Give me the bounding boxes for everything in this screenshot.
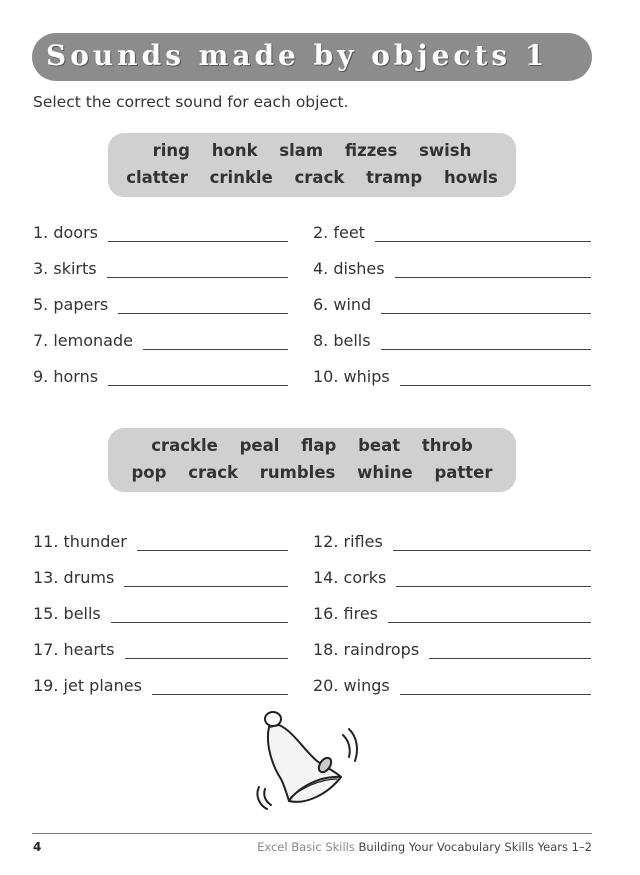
word: ring <box>152 141 190 160</box>
answer-line[interactable] <box>393 536 591 551</box>
answer-item-7 <box>33 328 288 350</box>
word: patter <box>434 463 493 482</box>
answer-item-5 <box>33 292 288 314</box>
instruction-text: Select the correct sound for each object. <box>33 93 349 111</box>
word: crack <box>188 463 239 482</box>
answer-item-18 <box>313 637 591 659</box>
word: honk <box>211 141 258 160</box>
answer-item-4 <box>313 256 591 278</box>
footer-rule <box>32 833 592 834</box>
answer-line[interactable] <box>375 227 591 242</box>
word-box-1-row-1 <box>108 141 516 160</box>
answer-line[interactable] <box>124 572 288 587</box>
item-label: 17. hearts <box>33 640 115 659</box>
bell-icon <box>255 705 365 813</box>
word-box-2 <box>108 428 516 492</box>
answer-line[interactable] <box>107 263 288 278</box>
answer-item-6 <box>313 292 591 314</box>
item-label: 11. thunder <box>33 532 127 551</box>
footer-series: Excel Basic Skills <box>257 840 355 854</box>
answer-item-14 <box>313 565 591 587</box>
item-label: 8. bells <box>313 331 371 350</box>
item-label: 1. doors <box>33 223 98 242</box>
answer-line[interactable] <box>381 335 591 350</box>
page-title: Sounds made by objects 1 <box>46 39 549 72</box>
answer-line[interactable] <box>395 263 591 278</box>
answer-item-13 <box>33 565 288 587</box>
answer-item-11 <box>33 529 288 551</box>
word-box-2-row-2 <box>108 463 516 482</box>
item-label: 13. drums <box>33 568 115 587</box>
answer-item-20 <box>313 673 591 695</box>
word: throb <box>421 436 473 455</box>
answer-line[interactable] <box>137 536 288 551</box>
word-box-2-row-1 <box>108 436 516 455</box>
item-label: 12. rifles <box>313 532 383 551</box>
answer-item-2 <box>313 220 591 242</box>
item-label: 2. feet <box>313 223 365 242</box>
footer-book-title: Building Your Vocabulary Skills Years 1–2 <box>358 840 592 854</box>
answer-item-9 <box>33 364 288 386</box>
word: whine <box>357 463 413 482</box>
word: fizzes <box>344 141 398 160</box>
word: howls <box>444 168 498 187</box>
answer-line[interactable] <box>152 680 288 695</box>
answer-item-19 <box>33 673 288 695</box>
word: crinkle <box>209 168 273 187</box>
answer-line[interactable] <box>111 608 288 623</box>
item-label: 18. raindrops <box>313 640 420 659</box>
answer-item-8 <box>313 328 591 350</box>
title-banner <box>32 33 592 81</box>
answer-line[interactable] <box>429 644 591 659</box>
word-box-1-row-2 <box>108 168 516 187</box>
word-box-1 <box>108 133 516 197</box>
answer-item-3 <box>33 256 288 278</box>
word: peal <box>239 436 280 455</box>
footer-text <box>257 840 592 854</box>
item-label: 5. papers <box>33 295 109 314</box>
word: crack <box>294 168 345 187</box>
item-label: 4. dishes <box>313 259 385 278</box>
item-label: 3. skirts <box>33 259 97 278</box>
answer-item-17 <box>33 637 288 659</box>
answer-line[interactable] <box>108 227 288 242</box>
word: swish <box>419 141 472 160</box>
item-label: 14. corks <box>313 568 387 587</box>
item-label: 9. horns <box>33 367 99 386</box>
answer-item-1 <box>33 220 288 242</box>
item-label: 20. wings <box>313 676 390 695</box>
item-label: 6. wind <box>313 295 372 314</box>
answer-item-10 <box>313 364 591 386</box>
answer-item-12 <box>313 529 591 551</box>
word: slam <box>279 141 324 160</box>
item-label: 10. whips <box>313 367 390 386</box>
word: flap <box>301 436 337 455</box>
answer-line[interactable] <box>108 371 288 386</box>
answer-line[interactable] <box>125 644 288 659</box>
item-label: 15. bells <box>33 604 101 623</box>
item-label: 16. fires <box>313 604 379 623</box>
word: crackle <box>151 436 218 455</box>
answer-line[interactable] <box>143 335 288 350</box>
word: clatter <box>126 168 188 187</box>
answer-line[interactable] <box>400 680 591 695</box>
answer-line[interactable] <box>381 299 591 314</box>
answer-line[interactable] <box>400 371 591 386</box>
item-label: 19. jet planes <box>33 676 142 695</box>
word: tramp <box>366 168 423 187</box>
answer-item-15 <box>33 601 288 623</box>
answer-line[interactable] <box>396 572 591 587</box>
item-label: 7. lemonade <box>33 331 133 350</box>
word: rumbles <box>259 463 336 482</box>
answer-line[interactable] <box>388 608 591 623</box>
word: pop <box>131 463 167 482</box>
answer-line[interactable] <box>118 299 288 314</box>
word: beat <box>358 436 401 455</box>
page-number: 4 <box>33 840 42 854</box>
answer-item-16 <box>313 601 591 623</box>
